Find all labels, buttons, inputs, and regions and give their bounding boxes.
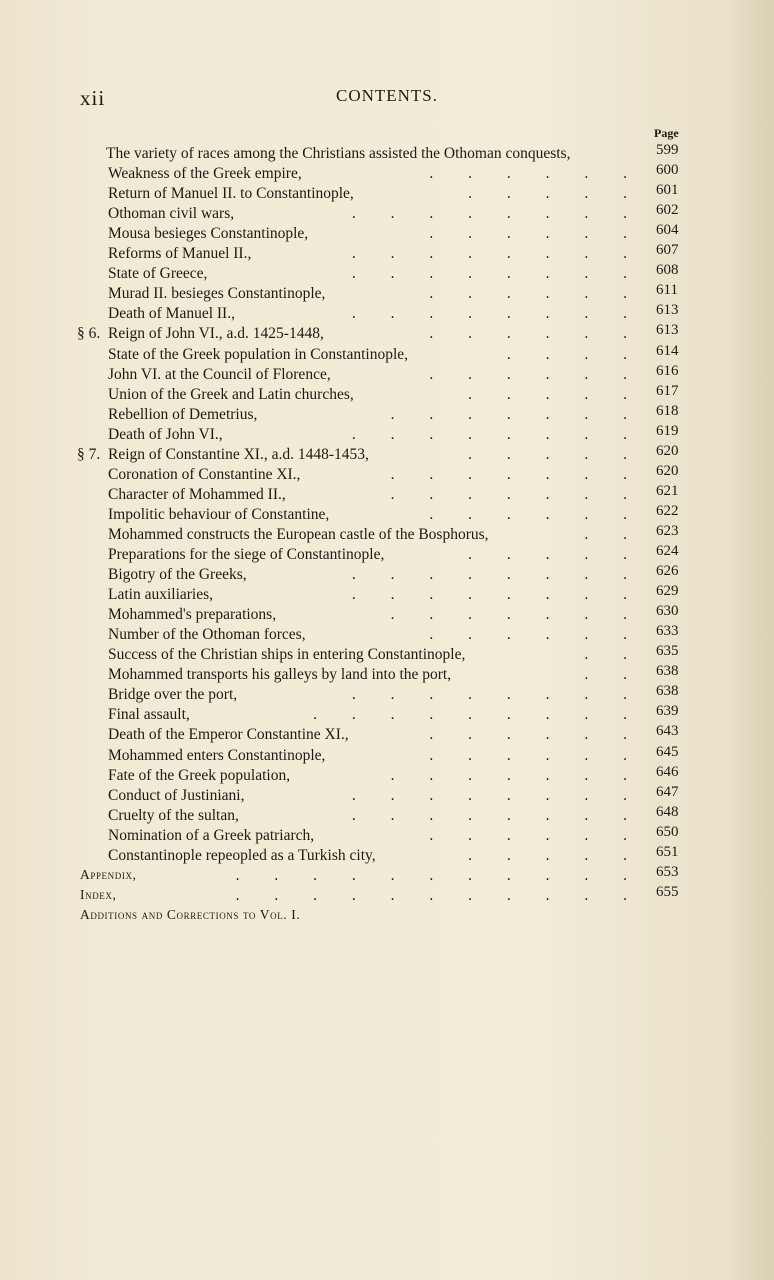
page-ref: 646 [656, 763, 679, 780]
page-ref: 601 [656, 182, 679, 199]
dot-leader: . . . . . [468, 846, 627, 864]
page-ref: 647 [656, 783, 679, 800]
entry-title: Impolitic behaviour of Constantine, [108, 505, 330, 523]
page-ref: 645 [656, 743, 679, 760]
entry-title: Latin auxiliaries, [108, 586, 214, 604]
page-ref: 629 [656, 583, 679, 600]
page-ref: 621 [656, 482, 679, 499]
entry-title: Reforms of Manuel II., [108, 245, 252, 263]
page-ref: 614 [656, 342, 679, 359]
entry-title: Mohammed enters Constantinople, [108, 746, 326, 764]
entry-title: John VI. at the Council of Florence, [108, 365, 331, 383]
page-ref: 655 [656, 883, 679, 900]
entry-title: Fate of the Greek population, [108, 766, 291, 784]
dot-leader: . . . . . . [429, 165, 627, 183]
toc-back-matter-entry [0, 907, 774, 927]
entry-title: Conduct of Justiniani, [108, 786, 245, 804]
entry-title: Murad II. besieges Constantinople, [108, 285, 326, 303]
page-ref: 650 [656, 823, 679, 840]
page-ref: 624 [656, 543, 679, 559]
dot-leader: . . . . . . . . [351, 265, 627, 283]
page-ref: 622 [656, 502, 679, 519]
entry-title: State of the Greek population in Constantinople, [108, 345, 409, 363]
page-ref: 619 [656, 422, 679, 439]
section-number: § 6. [77, 325, 101, 343]
entry-title: Mousa besieges Constantinople, [108, 225, 309, 243]
entry-title: State of Greece, [108, 265, 208, 283]
page-ref: 623 [656, 522, 679, 539]
entry-title: Index, [80, 886, 117, 902]
entry-title: Character of Mohammed II., [108, 485, 286, 503]
page-ref: 651 [656, 843, 679, 860]
page-ref: 620 [656, 442, 679, 459]
page-ref: 604 [656, 222, 679, 239]
entry-title: Appendix, [80, 866, 137, 882]
page-ref: 602 [656, 202, 679, 219]
dot-leader: . . . . . . [429, 365, 627, 383]
page-column-label: Page [654, 126, 679, 140]
entry-title: Reign of John VI., a.d. 1425-1448, [108, 325, 324, 343]
entry-title: Number of the Othoman forces, [108, 626, 306, 644]
entry-title: Othoman civil wars, [108, 205, 235, 223]
dot-leader: . . . . . . . . [351, 806, 627, 824]
page-ref: 635 [656, 643, 679, 660]
entry-title: Death of John VI., [108, 425, 223, 443]
page-ref: 653 [656, 863, 679, 880]
dot-leader: . . . . . [468, 385, 627, 403]
entry-title: Cruelty of the sultan, [108, 806, 239, 824]
running-head-title: CONTENTS. [335, 86, 439, 105]
dot-leader: . . . . . . . [390, 465, 627, 483]
entry-title: Success of the Christian ships in entering Constantinople, [108, 646, 466, 664]
page-ref: 600 [656, 162, 679, 179]
dot-leader: . . [584, 646, 627, 664]
entry-title: Nomination of a Greek patriarch, [108, 826, 315, 844]
section-number: § 7. [77, 445, 101, 463]
dot-leader: . . . . . . [429, 726, 627, 744]
entry-title: Union of the Greek and Latin churches, [108, 385, 354, 403]
dot-leader: . . . . . . [429, 626, 627, 644]
page-ref: 643 [656, 723, 679, 740]
page-ref: 618 [656, 402, 679, 419]
entry-title: Death of the Emperor Constantine XI., [108, 726, 349, 744]
page-ref: 648 [656, 803, 679, 820]
dot-leader: . . . . [506, 345, 627, 363]
page-ref: 638 [656, 663, 679, 680]
dot-leader: . . . . . [468, 546, 627, 563]
entry-title: Bridge over the port, [108, 686, 238, 704]
entry-title: Reign of Constantine XI., a.d. 1448-1453, [108, 445, 369, 463]
entry-title: Additions and Corrections to Vol. I. [80, 906, 301, 922]
dot-leader: . . . . . . . . [351, 425, 627, 443]
dot-leader: . . . . . . . [390, 405, 627, 423]
dot-leader: . . . . . . . [390, 485, 627, 503]
dot-leader: . . . . . . [429, 505, 627, 523]
dot-leader: . . . . . . . . [351, 566, 627, 584]
page-ref: 616 [656, 362, 679, 379]
toc-back-matter-entry [0, 883, 774, 907]
dot-leader: . . . . . . . . . [313, 706, 627, 724]
dot-leader: . . . . . [468, 445, 627, 463]
entry-title: Rebellion of Demetrius, [108, 405, 258, 423]
dot-leader: . . . . . . . . . . . [235, 886, 627, 904]
page-ref: 599 [656, 142, 679, 158]
entry-title: Coronation of Constantine XI., [108, 465, 301, 483]
entry-title: Mohammed transports his galleys by land into the port, [108, 666, 452, 684]
dot-leader: . . . . . . . . [351, 205, 627, 223]
dot-leader: . . . . . . [429, 325, 627, 343]
entry-title: Mohammed's preparations, [108, 606, 277, 624]
dot-leader: . . . . . . [429, 746, 627, 764]
entry-title: The variety of races among the Christians assisted the Othoman conquests, [106, 145, 571, 162]
dot-leader: . . . . . . . . . . . [235, 866, 627, 884]
page-ref: 608 [656, 262, 679, 279]
page-number: xii [80, 86, 106, 110]
dot-leader: . . . . . . . . [351, 245, 627, 263]
dot-leader: . . . . . . . [390, 766, 627, 784]
dot-leader: . . . . . [468, 185, 627, 203]
dot-leader: . . . . . . . . [351, 686, 627, 704]
page-ref: 633 [656, 623, 679, 640]
entry-title: Return of Manuel II. to Constantinople, [108, 185, 354, 203]
dot-leader: . . . . . . . [390, 606, 627, 624]
dot-leader: . . . . . . . . [351, 586, 627, 604]
page-ref: 617 [656, 382, 679, 399]
dot-leader: . . . . . . . . [351, 786, 627, 804]
entry-title: Preparations for the siege of Constantinople, [108, 546, 385, 563]
entry-title: Mohammed constructs the European castle of the Bosphorus, [108, 525, 489, 543]
page-ref: 607 [656, 242, 679, 259]
page-ref: 626 [656, 563, 679, 580]
dot-leader: . . . . . . [429, 826, 627, 844]
entry-title: Constantinople repeopled as a Turkish city, [108, 846, 376, 864]
entry-title: Weakness of the Greek empire, [108, 165, 302, 183]
dot-leader: . . . . . . [429, 285, 627, 303]
entry-title: Bigotry of the Greeks, [108, 566, 247, 584]
page-ref: 620 [656, 462, 679, 479]
page-ref: 638 [656, 683, 679, 700]
page-ref: 613 [656, 322, 679, 339]
page-ref: 639 [656, 703, 679, 720]
dot-leader: . . [584, 666, 627, 684]
dot-leader: . . . . . . [429, 225, 627, 243]
entry-title: Death of Manuel II., [108, 305, 235, 323]
entry-title: Final assault, [108, 706, 190, 724]
page-ref: 630 [656, 603, 679, 620]
page-ref: 613 [656, 302, 679, 319]
page-ref: 611 [656, 282, 678, 299]
dot-leader: . . . . . . . . [351, 305, 627, 323]
dot-leader: . . [584, 525, 627, 543]
